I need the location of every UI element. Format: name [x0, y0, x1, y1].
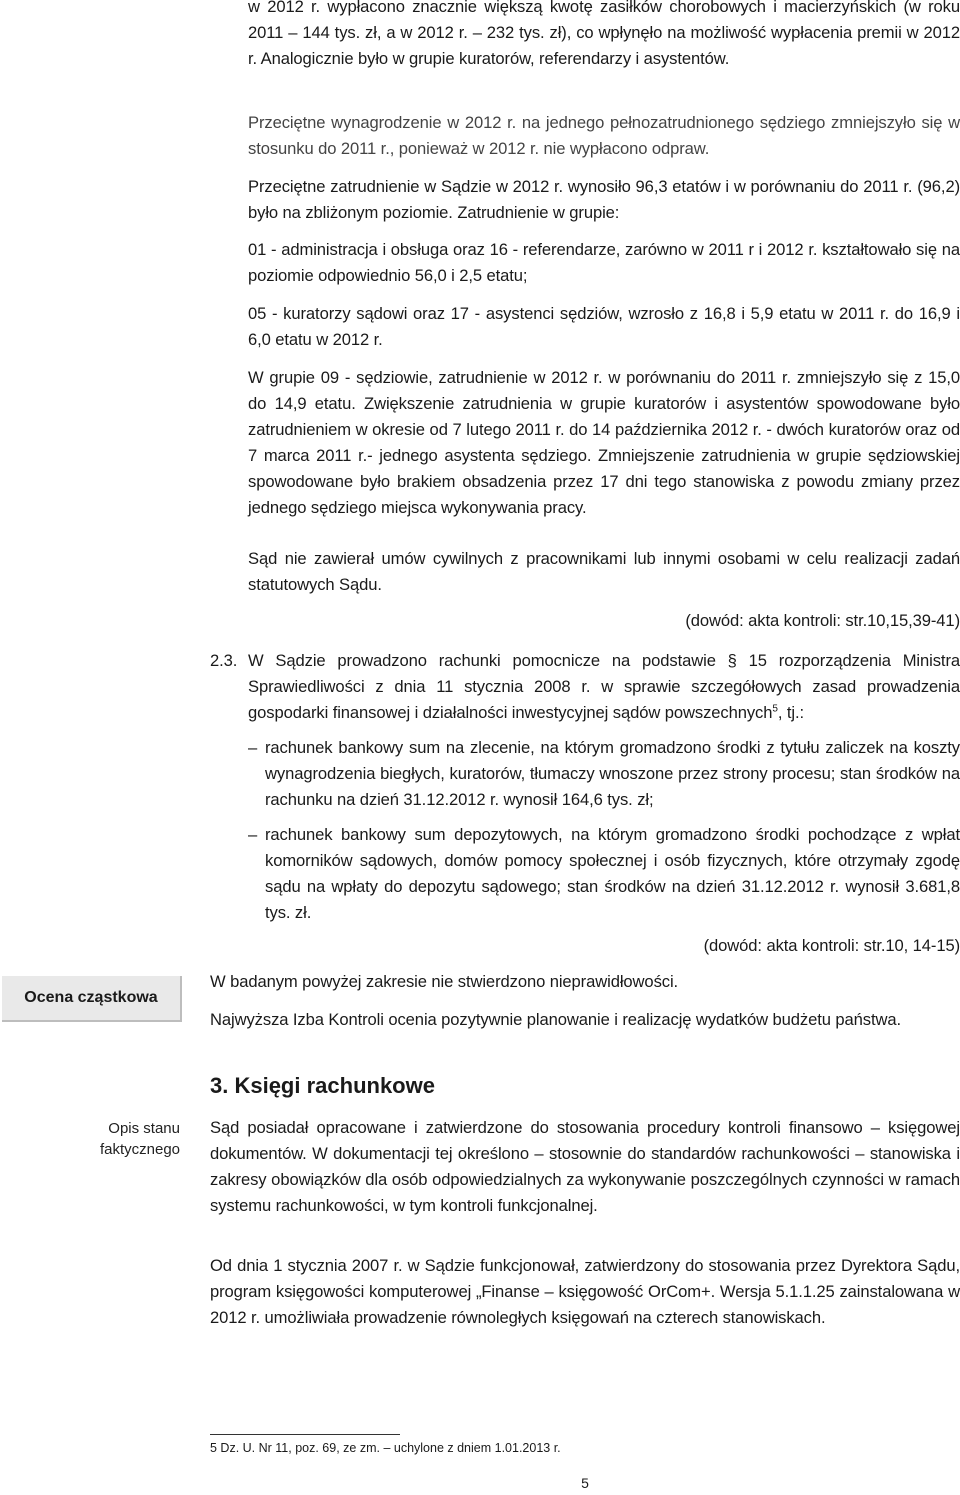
paragraph-employment: Przeciętne zatrudnienie w Sądzie w 2012 r. wynosiło 96,3 etatów i w porównaniu do 2011 r. (96,2) było na zbliżonym poziomie. Zatrudnienie w grupie:: [248, 177, 960, 222]
assessment-label: Ocena cząstkowa: [24, 989, 158, 1006]
footnote-ref-5[interactable]: 5: [772, 703, 778, 715]
state-description-label: Opis stanu faktycznego: [99, 1120, 180, 1158]
evidence-reference-1: (dowód: akta kontroli: str.10,15,39-41): [685, 611, 960, 630]
footnote-separator: [210, 1434, 400, 1435]
paragraph-benefits: w 2012 r. wypłacono znacznie większą kwotę zasiłków chorobowych i macierzyńskich (w roku 2011 – 144 tys. zł, a w 2012 r. – 232 tys. zł), co wpłynęło na możliwość wypłacenia premii w 2012 r. Analogicznie było w grupie kuratorów, referendarzy i asystentów.: [248, 0, 960, 68]
paragraph-civil-contracts: Sąd nie zawierał umów cywilnych z pracownikami lub innymi osobami w celu realizacji zadań statutowych Sądu.: [248, 549, 960, 594]
paragraph-accounting-software: Od dnia 1 stycznia 2007 r. w Sądzie funkcjonował, zatwierdzony do stosowania przez Dyrektora Sądu, program księgowości komputerowej „Finanse – księgowość OrCom+. Wersja 5.1.1.25 zainstalowana w 2012 r. umożliwiała prowadzenie równoległych księgowań na czterech stanowiskach.: [210, 1256, 960, 1327]
auxiliary-accounts-tail: , tj.:: [777, 703, 804, 722]
page-number: 5: [581, 1475, 589, 1491]
paragraph-group-09: W grupie 09 - sędziowie, zatrudnienie w 2012 r. w porównaniu do 2011 r. zmniejszyło się z 15,0 do 14,9 etatu. Zwiększenie zatrudnienia w grupie kuratorów i asystentów spowodowane było zatrudnieniem w okresie od 7 lutego 2011 r. do 14 października 2012 r. - dwóch kuratorów oraz od 7 marca 2011 r.- jednego asystenta sędziego. Zmniejszenie zatrudnienia w grupie sędziowskiej spowodowane było brakiem obsadzenia przez 17 dni tego stanowiska z powodu zmiany przez jednego sędziego miejsca wykonywania pracy.: [248, 368, 960, 517]
section-heading-accounting-books: 3. Księgi rachunkowe: [210, 1073, 435, 1098]
section-number-2-3: 2.3.: [210, 651, 238, 670]
auxiliary-accounts-text: W Sądzie prowadzono rachunki pomocnicze na podstawie § 15 rozporządzenia Ministra Sprawiedliwości z dnia 11 stycznia 2008 r. w sprawie szczegółowych zasad prowadzenia gospodarki finansowej i działalności inwestycyjnej sądów powszechnych: [248, 651, 960, 722]
paragraph-group-01: 01 - administracja i obsługa oraz 16 - referendarze, zarówno w 2011 r i 2012 r. kształtowało się na poziomie odpowiednio 56,0 i 2,5 etatu;: [248, 240, 960, 285]
paragraph-positive-assessment: Najwyższa Izba Kontroli ocenia pozytywnie planowanie i realizację wydatków budżetu państwa.: [210, 1010, 901, 1029]
evidence-reference-2: (dowód: akta kontroli: str.10, 14-15): [703, 936, 960, 955]
paragraph-auxiliary-accounts: [248, 648, 960, 726]
paragraph-control-procedures: Sąd posiadał opracowane i zatwierdzone do stosowania procedury kontroli finansowo – księgowej dokumentów. W dokumentacji tej określono – stosownie do standardów rachunkowości – stanowiska i zakresy obowiązków dla osób odpowiedzialnych za wykonywanie poszczególnych czynności w ramach systemu rachunkowości, w tym kontroli funkcjonalnej.: [210, 1118, 960, 1215]
footnote-5: 5 Dz. U. Nr 11, poz. 69, ze zm. – uchylone z dniem 1.01.2013 r.: [210, 1441, 561, 1455]
assessment-label-box: [2, 976, 182, 1022]
list-item-text: rachunek bankowy sum depozytowych, na którym gromadzono środki pochodzące z wpłat komorników sądowych, domów pomocy społecznej i osób fizycznych, które otrzymały zgodę sądu na wpłaty do depozytu sądowego; stan środków na dzień 31.12.2012 r. wynosił 3.681,8 tys. zł.: [265, 825, 960, 922]
dash-bullet: –: [248, 738, 258, 757]
dash-bullet: –: [248, 825, 258, 844]
paragraph-no-irregularities: W badanym powyżej zakresie nie stwierdzono nieprawidłowości.: [210, 972, 679, 991]
paragraph-group-05: 05 - kuratorzy sądowi oraz 17 - asystenci sędziów, wzrosło z 16,8 i 5,9 etatu w 2011 r. do 16,9 i 6,0 etatu w 2012 r.: [248, 304, 960, 349]
paragraph-salary: Przeciętne wynagrodzenie w 2012 r. na jednego pełnozatrudnionego sędziego zmniejszyło się w stosunku do 2011 r., ponieważ w 2012 r. nie wypłacono odpraw.: [248, 113, 960, 158]
list-item-text: rachunek bankowy sum na zlecenie, na którym gromadzono środki z tytułu zaliczek na koszty wynagrodzenia biegłych, kuratorów, tłumaczy wnoszone przez strony procesu; stan środków na rachunku na dzień 31.12.2012 r. wynosił 164,6 tys. zł;: [265, 738, 960, 809]
